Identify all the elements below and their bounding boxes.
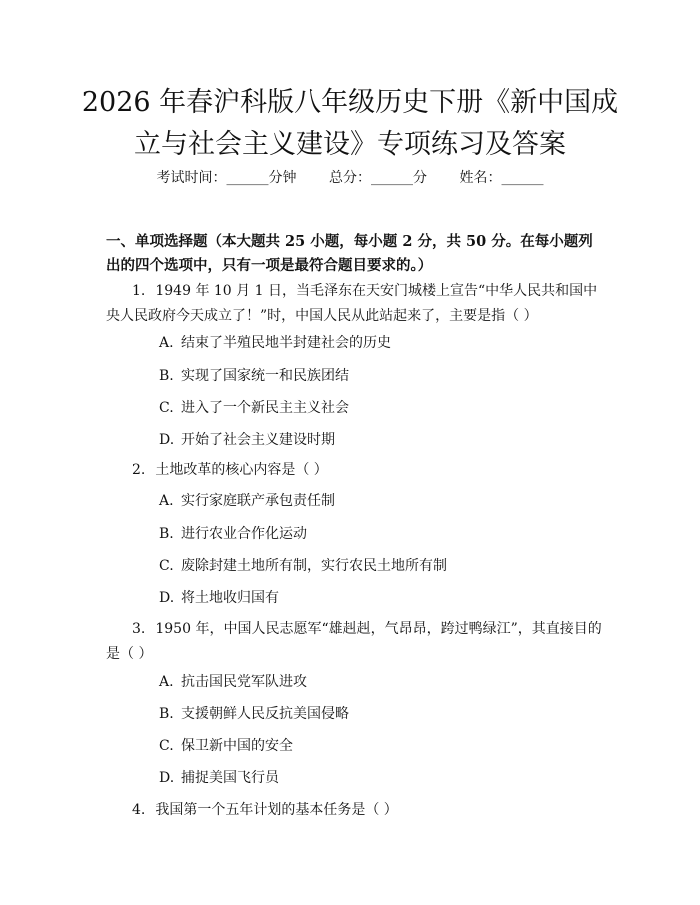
option-letter: D.	[159, 770, 175, 786]
option-letter: B.	[159, 706, 174, 722]
document-title	[60, 82, 640, 166]
option-text: 保卫新中国的安全	[181, 738, 293, 754]
q3-option-a	[159, 672, 307, 692]
q2-option-a	[159, 491, 335, 511]
question-number: 3.	[132, 621, 146, 637]
question-2	[106, 458, 604, 483]
question-3	[106, 617, 604, 667]
option-text: 抗击国民党军队进攻	[181, 674, 307, 690]
exam-time: 考试时间：______分钟	[156, 170, 297, 186]
option-text: 支援朝鲜人民反抗美国侵略	[181, 706, 349, 722]
option-letter: D.	[159, 432, 175, 448]
q3-option-d	[159, 768, 279, 788]
question-4	[106, 798, 604, 823]
title-line-2: 立与社会主义建设》专项练习及答案	[134, 129, 566, 160]
option-letter: C.	[159, 400, 174, 416]
q2-option-c	[159, 556, 447, 576]
option-letter: C.	[159, 738, 174, 754]
q1-option-a	[159, 333, 391, 353]
option-text: 实现了国家统一和民族团结	[181, 368, 349, 384]
section-heading: 一、单项选择题（本大题共 25 小题，每小题 2 分，共 50 分。在每小题列出的四个选项中，只有一项是最符合题目要求的。）	[106, 233, 593, 274]
option-text: 捕捉美国飞行员	[181, 770, 279, 786]
question-number: 4.	[132, 802, 146, 818]
option-text: 将土地收归国有	[181, 590, 279, 606]
title-line-1: 2026 年春沪科版八年级历史下册《新中国成	[81, 87, 619, 118]
option-text: 结束了半殖民地半封建社会的历史	[181, 335, 391, 351]
q1-option-c	[159, 398, 349, 418]
question-stem: 1949 年 10 月 1 日，当毛泽东在天安门城楼上宣告“中华人民共和国中央人民政府今天成立了！”时，中国人民从此站起来了，主要是指（ ）	[106, 283, 598, 324]
option-letter: A.	[159, 493, 174, 509]
option-letter: B.	[159, 368, 174, 384]
exam-info	[0, 168, 700, 188]
exam-score: 总分：______分	[329, 170, 427, 186]
option-text: 开始了社会主义建设时期	[181, 432, 335, 448]
option-text: 进行农业合作化运动	[181, 526, 307, 542]
q3-option-b	[159, 704, 349, 724]
q2-option-d	[159, 588, 279, 608]
question-number: 2.	[132, 462, 146, 478]
question-stem: 我国第一个五年计划的基本任务是（ ）	[155, 802, 398, 818]
q1-option-d	[159, 430, 335, 450]
question-number: 1.	[132, 283, 146, 299]
option-text: 进入了一个新民主主义社会	[181, 400, 349, 416]
option-text: 实行家庭联产承包责任制	[181, 493, 335, 509]
q1-option-b	[159, 366, 349, 386]
question-1	[106, 279, 604, 329]
option-letter: B.	[159, 526, 174, 542]
q3-option-c	[159, 736, 293, 756]
option-letter: A.	[159, 674, 174, 690]
option-letter: A.	[159, 335, 174, 351]
question-stem: 土地改革的核心内容是（ ）	[155, 462, 328, 478]
option-letter: C.	[159, 558, 174, 574]
q2-option-b	[159, 524, 307, 544]
option-letter: D.	[159, 590, 175, 606]
option-text: 废除封建土地所有制，实行农民土地所有制	[181, 558, 447, 574]
question-stem: 1950 年，中国人民志愿军“雄赳赳，气昂昂，跨过鸭绿江”，其直接目的是（ ）	[106, 621, 602, 662]
exam-name: 姓名：______	[459, 170, 544, 186]
